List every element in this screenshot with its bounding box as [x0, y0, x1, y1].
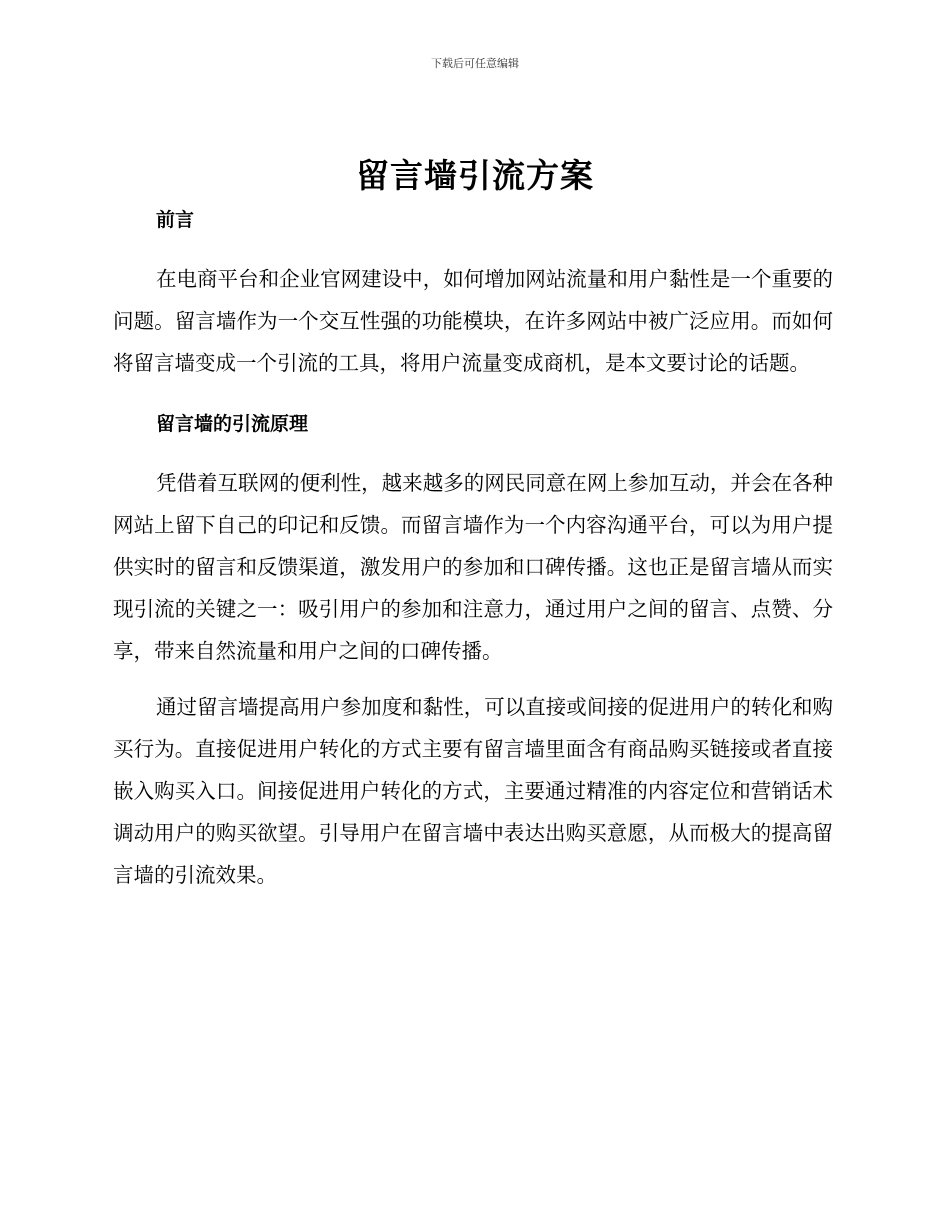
document-body — [113, 204, 833, 896]
paragraph-principle-1: 凭借着互联网的便利性，越来越多的网民同意在网上参加互动，并会在各种网站上留下自己的印记和反馈。而留言墙作为一个内容沟通平台，可以为用户提供实时的留言和反馈渠道，激发用户的参加和口碑传播。这也正是留言墙从而实现引流的关键之一：吸引用户的参加和注意力，通过用户之间的留言、点赞、分享，带来自然流量和用户之间的口碑传播。 — [113, 471, 833, 663]
paragraph-preface: 在电商平台和企业官网建设中，如何增加网站流量和用户黏性是一个重要的问题。留言墙作为一个交互性强的功能模块，在许多网站中被广泛应用。而如何将留言墙变成一个引流的工具，将用户流量变成商机，是本文要讨论的话题。 — [113, 267, 833, 375]
header-note: 下载后可任意编辑 — [431, 57, 519, 70]
document-title: 留言墙引流方案 — [356, 156, 594, 195]
section-heading-principle: 留言墙的引流原理 — [156, 413, 309, 435]
paragraph-principle-2: 通过留言墙提高用户参加度和黏性，可以直接或间接的促进用户的转化和购买行为。直接促进用户转化的方式主要有留言墙里面含有商品购买链接或者直接嵌入购买入口。间接促进用户转化的方式，主要通过精准的内容定位和营销话术调动用户的购买欲望。引导用户在留言墙中表达出购买意愿，从而极大的提高留言墙的引流效果。 — [113, 695, 833, 887]
section-heading-preface: 前言 — [156, 209, 195, 231]
